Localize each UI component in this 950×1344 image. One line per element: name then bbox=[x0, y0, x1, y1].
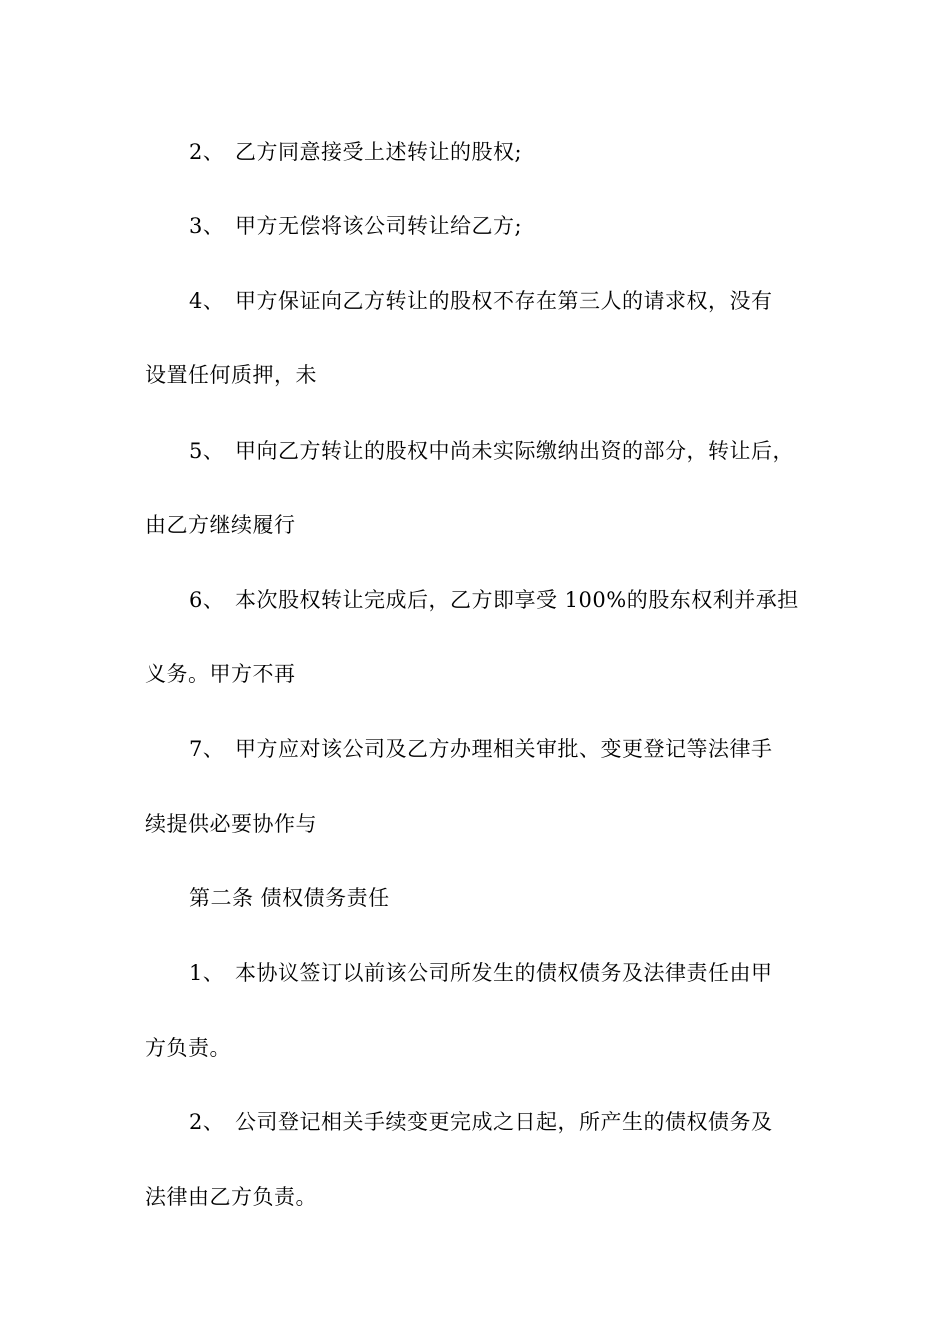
clause-text: 甲方应对该公司及乙方办理相关审批、变更登记等法律手 bbox=[235, 737, 773, 761]
clause-text: 方负责。 bbox=[145, 1036, 231, 1060]
clause-7 bbox=[189, 734, 810, 764]
debt-clause-1 bbox=[189, 958, 810, 988]
debt-clause-2-continuation bbox=[145, 1182, 810, 1212]
clause-text: 乙方同意接受上述转让的股权; bbox=[235, 140, 523, 164]
clause-text: 本次股权转让完成后，乙方即享受 100%的股东权利并承担 bbox=[235, 588, 799, 612]
clause-6-continuation bbox=[145, 659, 810, 689]
section-heading bbox=[189, 883, 810, 913]
debt-clause-1-continuation bbox=[145, 1033, 810, 1063]
clause-number: 2、 bbox=[189, 140, 225, 164]
clause-3 bbox=[189, 211, 810, 241]
clause-text: 甲方保证向乙方转让的股权不存在第三人的请求权，没有 bbox=[235, 289, 773, 313]
clause-text: 法律由乙方负责。 bbox=[145, 1185, 317, 1209]
clause-number: 7、 bbox=[189, 737, 225, 761]
clause-5-continuation bbox=[145, 510, 810, 540]
clause-text: 甲方无偿将该公司转让给乙方; bbox=[235, 214, 523, 238]
clause-7-continuation bbox=[145, 809, 810, 839]
clause-number: 4、 bbox=[189, 289, 225, 313]
clause-text: 由乙方继续履行 bbox=[145, 513, 296, 537]
clause-text: 义务。甲方不再 bbox=[145, 662, 296, 686]
clause-2 bbox=[189, 137, 810, 167]
clause-number: 3、 bbox=[189, 214, 225, 238]
clause-text: 甲向乙方转让的股权中尚未实际缴纳出资的部分，转让后， bbox=[235, 439, 794, 463]
clause-text: 公司登记相关手续变更完成之日起，所产生的债权债务及 bbox=[235, 1110, 773, 1134]
clause-5 bbox=[189, 436, 810, 466]
clause-text: 续提供必要协作与 bbox=[145, 812, 317, 836]
clause-4 bbox=[189, 286, 810, 316]
clause-number: 2、 bbox=[189, 1110, 225, 1134]
clause-number: 6、 bbox=[189, 588, 225, 612]
clause-6 bbox=[189, 585, 810, 615]
clause-4-continuation bbox=[145, 360, 810, 390]
section-title: 第二条 债权债务责任 bbox=[189, 886, 390, 910]
clause-number: 5、 bbox=[189, 439, 225, 463]
clause-text: 设置任何质押，未 bbox=[145, 363, 317, 387]
debt-clause-2 bbox=[189, 1107, 810, 1137]
clause-number: 1、 bbox=[189, 961, 225, 985]
clause-text: 本协议签订以前该公司所发生的债权债务及法律责任由甲 bbox=[235, 961, 773, 985]
